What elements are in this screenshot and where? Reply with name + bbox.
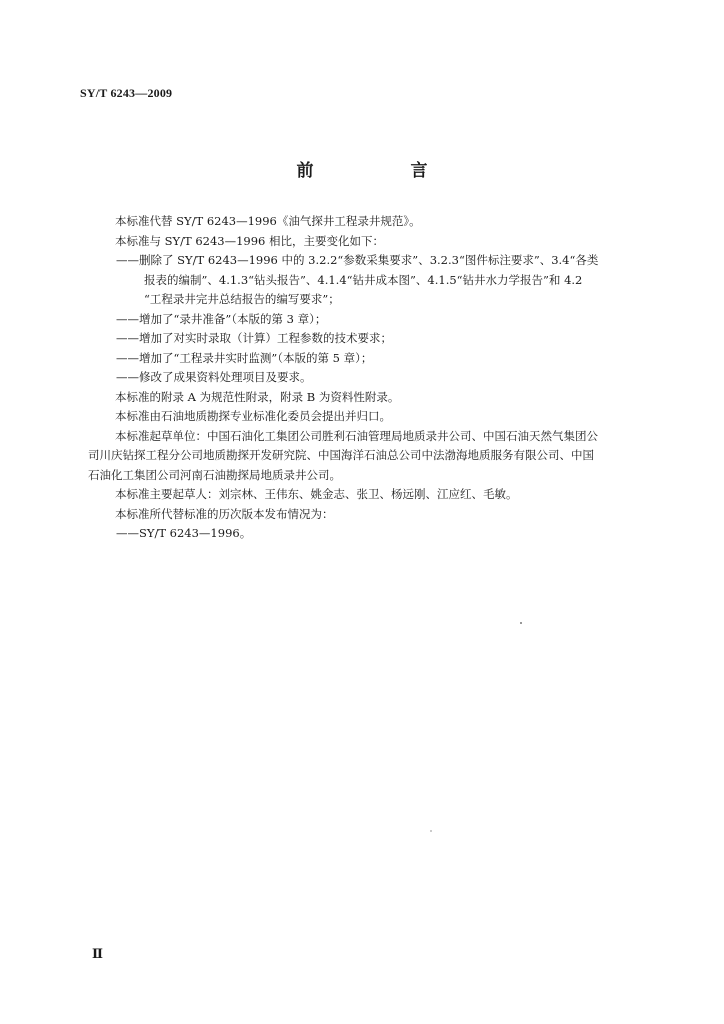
change-item-deleted-line2: 报表的编制”、4.1.3“钻头报告”、4.1.4“钻井成本图”、4.1.5“钻井水力学报告”和 4.2: [144, 272, 583, 287]
paragraph-drafting-units-line3: 石油化工集团公司河南石油勘探局地质录井公司。: [88, 467, 341, 482]
previous-edition-item: ——SY/T 6243—1996。: [116, 526, 252, 540]
paragraph-appendix: 本标准的附录 A 为规范性附录，附录 B 为资料性附录。: [115, 389, 400, 404]
paragraph-drafting-units-line2: 司川庆钻探工程分公司地质勘探开发研究院、中国海洋石油总公司中法渤海地质服务有限公司、中国: [88, 448, 594, 462]
change-item-modified: ——修改了成果资料处理项目及要求。: [116, 370, 312, 384]
scan-speck: [430, 830, 432, 832]
change-item-deleted-line3: “工程录井完井总结报告的编写要求”；: [144, 292, 340, 306]
paragraph-drafting-units-line1: 本标准起草单位：中国石油化工集团公司胜利石油管理局地质录井公司、中国石油天然气集团公: [115, 428, 598, 443]
scan-speck: [520, 622, 522, 624]
paragraph-proposed-by: 本标准由石油地质勘探专业标准化委员会提出并归口。: [115, 409, 391, 423]
change-item-added-monitoring: ——增加了“工程录井实时监测”（本版的第 5 章）；: [116, 350, 373, 365]
paragraph-drafters: 本标准主要起草人：刘宗林、王伟东、姚金志、张卫、杨远刚、江应红、毛敏。: [115, 487, 518, 501]
standard-code: SY/T 6243—2009: [80, 86, 173, 100]
change-item-added-preparation: ——增加了“录井准备”（本版的第 3 章）；: [116, 311, 327, 326]
paragraph-previous-editions: 本标准所代替标准的历次版本发布情况为：: [115, 506, 334, 521]
page-number: Ⅱ: [92, 946, 103, 961]
change-item-deleted-line1: ——删除了 SY/T 6243—1996 中的 3.2.2“参数采集要求”、3.2.3“图件标注要求”、3.4“各类: [116, 253, 599, 267]
paragraph-replaces: 本标准代替 SY/T 6243—1996《油气探井工程录井规范》。: [115, 214, 421, 228]
foreword-body: [88, 212, 658, 544]
paragraph-changes-intro: 本标准与 SY/T 6243—1996 相比，主要变化如下：: [115, 233, 385, 248]
change-item-added-requirements: ——增加了对实时录取（计算）工程参数的技术要求；: [116, 331, 392, 345]
page-title: 前 言: [296, 161, 468, 181]
